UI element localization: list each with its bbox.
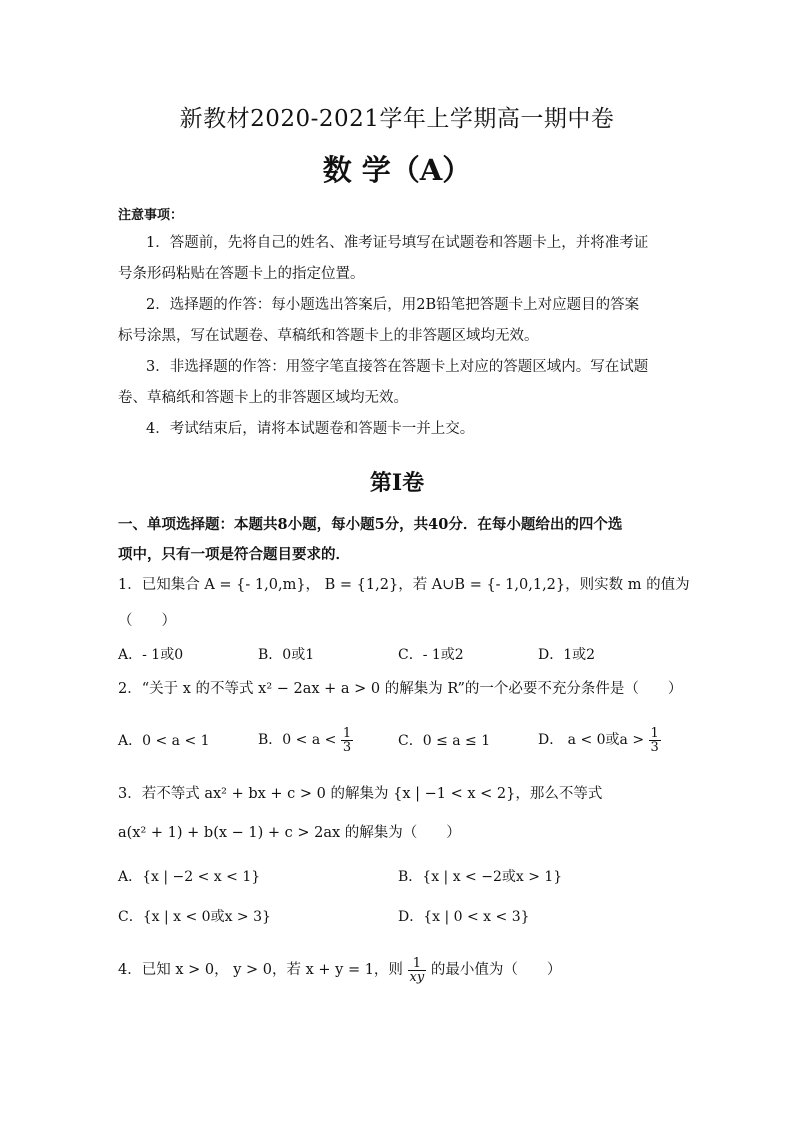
fraction [408, 957, 427, 984]
option-d: D．1或2 [538, 647, 596, 663]
option-c: C．0 ≤ a ≤ 1 [398, 733, 491, 749]
answer-paren: （ ） [118, 613, 176, 629]
question-3-stem-cont: a(x² + 1) + b(x − 1) + c > 2ax 的解集为（ ） [118, 825, 461, 841]
fraction-numerator: 1 [408, 957, 427, 971]
question-4-text-end: 的最小值为（ ） [430, 962, 562, 978]
part-instruction: 一、单项选择题：本题共8小题，每小题5分，共40分．在每小题给出的四个选 [118, 516, 623, 533]
part-instruction: 项中，只有一项是符合题目要求的． [118, 546, 350, 563]
fraction [649, 727, 661, 754]
notice-line: 2．选择题的作答：每小题选出答案后，用2B铅笔把答题卡上对应题目的答案 [146, 297, 640, 313]
question-2-stem: 2．“关于 x 的不等式 x² − 2ax + a > 0 的解集为 R”的一个必要不充分条件是（ ） [118, 681, 683, 697]
option-d: D．{x | 0 < x < 3} [398, 909, 530, 925]
option-c: C．{x | x < 0或x > 3} [118, 909, 271, 925]
exam-title: 新教材2020-2021学年上学期高一期中卷 [179, 106, 615, 132]
fraction [341, 727, 353, 754]
notice-line: 号条形码粘贴在答题卡上的指定位置。 [118, 266, 365, 282]
option-d-text: D． a < 0或a > [538, 732, 645, 748]
fraction-denominator: 3 [650, 739, 659, 755]
option-c: C．- 1或2 [398, 647, 464, 663]
question-3-stem: 3．若不等式 ax² + bx + c > 0 的解集为 {x | −1 < x < 2}，那么不等式 [118, 786, 603, 802]
option-b [258, 720, 353, 760]
fraction-numerator: 1 [342, 725, 352, 741]
option-b-text: B．0 < a < [258, 732, 337, 748]
subject-title: 数 学（A） [322, 153, 472, 187]
notice-line: 4．考试结束后，请将本试题卷和答题卡一并上交。 [146, 421, 475, 437]
notice-line: 卷、草稿纸和答题卡上的非答题区域均无效。 [118, 390, 408, 406]
option-b: B．0或1 [258, 647, 315, 663]
notice-line: 标号涂黑，写在试题卷、草稿纸和答题卡上的非答题区域均无效。 [118, 328, 539, 344]
option-a: A．{x | −2 < x < 1} [118, 869, 261, 885]
option-a: A．0 < a < 1 [118, 733, 210, 749]
notice-line: 3．非选择题的作答：用签字笔直接答在答题卡上对应的答题区域内。写在试题 [146, 359, 649, 375]
fraction-denominator: 3 [342, 739, 352, 755]
option-a: A．- 1或0 [118, 647, 184, 663]
question-1-stem: 1．已知集合 A = {- 1,0,m}， B = {1,2}，若 A∪B = {- 1,0,1,2}，则实数 m 的值为 [118, 577, 690, 593]
fraction-numerator: 1 [650, 725, 659, 741]
section-title: 第Ⅰ卷 [369, 470, 425, 496]
notice-heading: 注意事项： [118, 208, 184, 223]
option-d [538, 720, 661, 760]
question-4-text: 4．已知 x > 0， y > 0，若 x + y = 1，则 [118, 962, 403, 978]
notice-line: 1．答题前，先将自己的姓名、准考证号填写在试题卷和答题卡上，并将准考证 [146, 235, 649, 251]
fraction-denominator: xy [409, 969, 425, 985]
option-b: B．{x | x < −2或x > 1} [398, 869, 563, 885]
question-4-stem [118, 950, 561, 990]
